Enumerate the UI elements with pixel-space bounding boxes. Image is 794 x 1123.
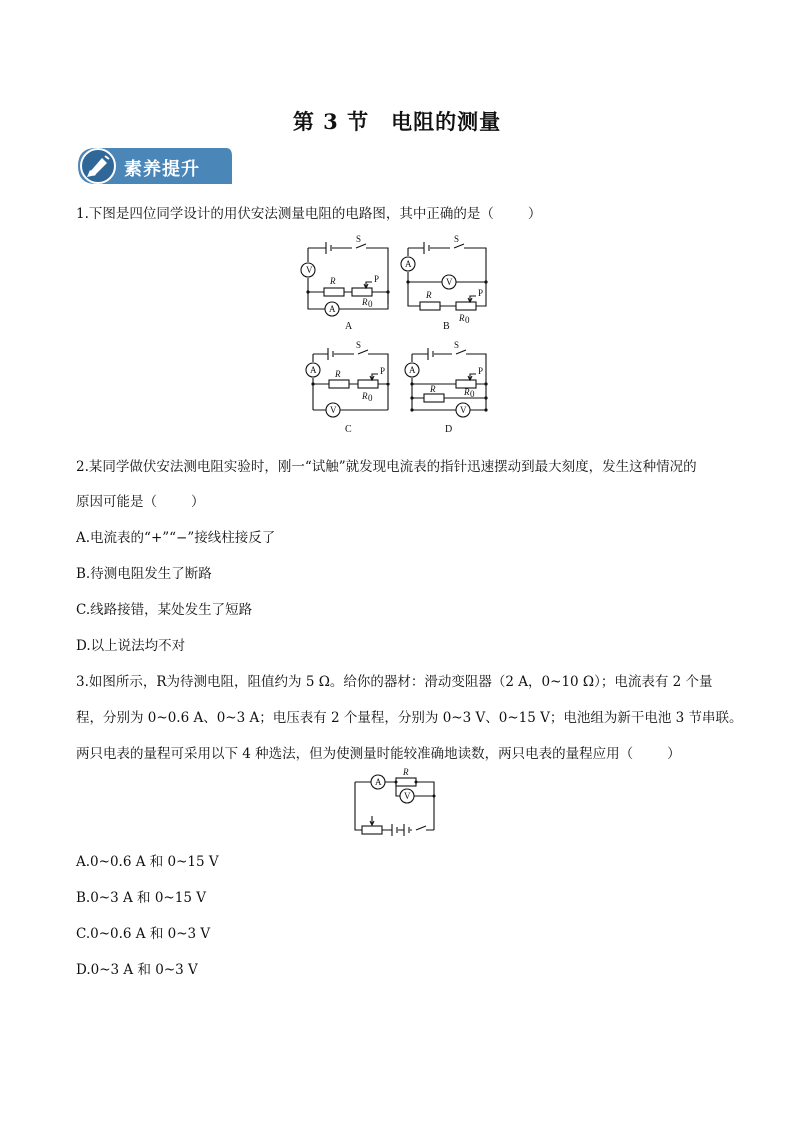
svg-text:R: R xyxy=(362,297,368,307)
q3-stem-line-2: 程，分别为 0~0.6 A、0~3 A；电压表有 2 个量程，分别为 0~3 V、0~15 V；电池组为新干电池 3 节串联。 xyxy=(76,710,743,726)
q2-option-c: C.线路接错，某处发生了短路 xyxy=(76,602,253,618)
svg-text:A: A xyxy=(310,365,317,375)
svg-text:A: A xyxy=(375,777,382,787)
circuit-c xyxy=(306,348,388,417)
svg-text:V: V xyxy=(460,405,467,415)
circuit-d xyxy=(405,348,486,417)
svg-text:C: C xyxy=(345,424,352,435)
svg-text:S: S xyxy=(356,340,362,350)
q3-option-b: B.0~3 A 和 0~15 V xyxy=(76,890,206,906)
svg-text:V: V xyxy=(404,791,411,801)
q2-option-a: A.电流表的“+”“−”接线柱接反了 xyxy=(76,530,276,546)
section-name: 电阻的测量 xyxy=(391,109,502,134)
q1-stem: 1.下图是四位同学设计的用伏安法测量电阻的电路图，其中正确的是（ ） xyxy=(76,206,542,222)
svg-text:R: R xyxy=(335,369,341,379)
svg-text:R: R xyxy=(464,387,470,397)
svg-text:D: D xyxy=(445,424,453,435)
svg-text:R: R xyxy=(362,391,368,401)
svg-text:B: B xyxy=(443,321,450,332)
svg-text:P: P xyxy=(478,288,484,298)
circuit-b xyxy=(401,242,486,310)
q2-option-b: B.待测电阻发生了断路 xyxy=(76,566,212,582)
svg-text:P: P xyxy=(380,366,386,376)
page-title xyxy=(0,106,794,136)
svg-text:0: 0 xyxy=(465,315,470,325)
q2-option-d: D.以上说法均不对 xyxy=(76,638,186,654)
svg-text:S: S xyxy=(356,234,362,244)
section-badge xyxy=(76,146,234,186)
q3-option-c: C.0~0.6 A 和 0~3 V xyxy=(76,926,211,942)
svg-text:R: R xyxy=(403,768,409,777)
svg-text:A: A xyxy=(409,365,416,375)
q3-option-d: D.0~3 A 和 0~3 V xyxy=(76,962,198,978)
svg-text:A: A xyxy=(329,304,336,314)
svg-text:0: 0 xyxy=(470,389,475,399)
q2-stem-line-2: 原因可能是（ ） xyxy=(76,494,205,510)
svg-text:V: V xyxy=(330,405,337,415)
q3-stem-line-1: 3.如图所示，R为待测电阻，阻值约为 5 Ω。给你的器材：滑动变阻器（2 A，0~10 Ω）；电流表有 2 个量 xyxy=(76,674,713,690)
svg-text:S: S xyxy=(454,340,460,350)
q1-circuit-figure xyxy=(296,232,496,442)
badge-label: 素养提升 xyxy=(124,159,200,180)
svg-text:R: R xyxy=(459,313,465,323)
svg-text:A: A xyxy=(345,321,353,332)
svg-text:A: A xyxy=(405,259,412,269)
svg-text:R: R xyxy=(430,384,436,394)
svg-text:R: R xyxy=(330,276,336,286)
q2-stem-line-1: 2.某同学做伏安法测电阻实验时，刚一“试触”就发现电流表的指针迅速摆动到最大刻度，发生这种情况的 xyxy=(76,459,697,475)
svg-text:0: 0 xyxy=(368,393,373,403)
svg-text:P: P xyxy=(478,366,484,376)
q3-circuit-figure xyxy=(350,768,446,838)
svg-text:S: S xyxy=(454,234,460,244)
section-number: 第 3 节 xyxy=(292,109,370,134)
q3-option-a: A.0~0.6 A 和 0~15 V xyxy=(76,854,219,870)
svg-text:R: R xyxy=(426,290,432,300)
svg-text:P: P xyxy=(374,274,380,284)
svg-text:V: V xyxy=(306,265,313,275)
svg-text:0: 0 xyxy=(368,299,373,309)
svg-text:V: V xyxy=(446,277,453,287)
q3-stem-line-3: 两只电表的量程可采用以下 4 种选法，但为使测量时能较准确地读数，两只电表的量程应用（ ） xyxy=(76,746,681,762)
